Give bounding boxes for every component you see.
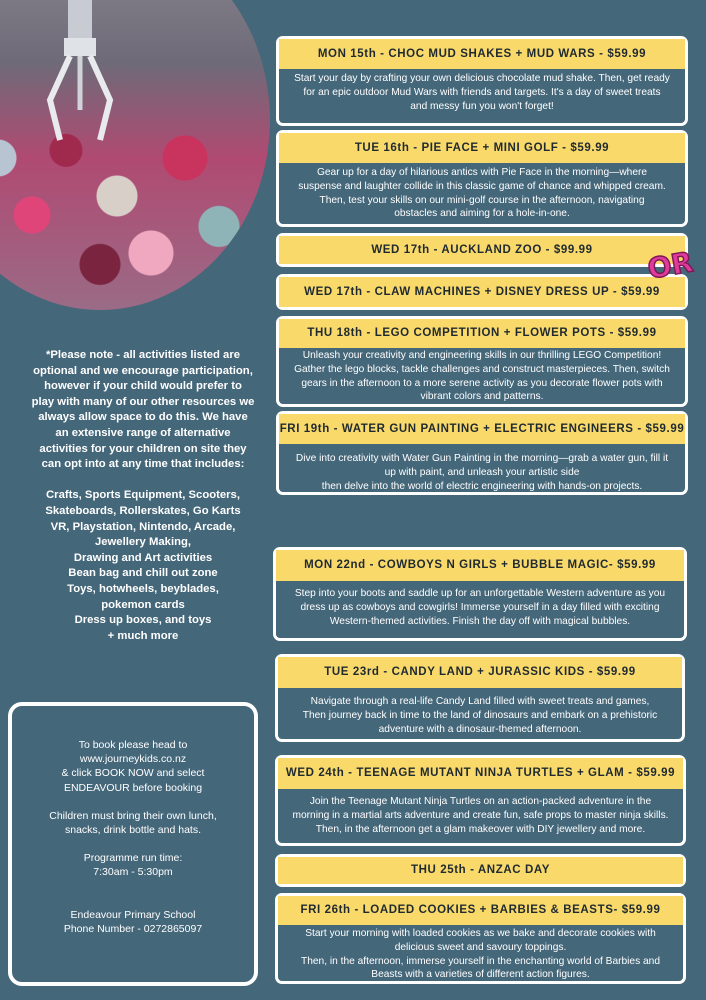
day-title: THU 18th - LEGO COMPETITION + FLOWER POTS - $59.99 <box>279 319 685 348</box>
day-title: MON 15th - CHOC MUD SHAKES + MUD WARS - $59.99 <box>279 39 685 69</box>
day-card <box>276 274 688 310</box>
activity-item: VR, Playstation, Nintendo, Arcade, <box>50 520 236 533</box>
activity-item: Dress up boxes, and toys <box>74 614 212 627</box>
note-line: always allow space to do this. We have <box>38 411 248 424</box>
booking-line: To book please head to <box>78 739 188 751</box>
booking-url[interactable]: www.journeykids.co.nz <box>79 753 187 766</box>
day-card <box>275 893 686 984</box>
note-line: an extensive range of alternative <box>55 426 231 439</box>
day-title: WED 17th - AUCKLAND ZOO - $99.99 <box>279 236 685 264</box>
svg-text:OR: OR <box>645 245 696 286</box>
school-name: Endeavour Primary School <box>70 908 196 921</box>
runtime-value: 7:30am - 5:30pm <box>93 866 173 879</box>
day-description: Unleash your creativity and engineering skills in our thrilling LEGO Competition! Gather the lego blocks, tackle challenges and construct masterpieces. Then, switch gears in the afternoon to a more serene activity as you decorate flower pots with vibrant colors and patterns. <box>294 350 670 403</box>
day-card <box>275 854 686 887</box>
note-line: activities for your children on site they <box>39 442 247 455</box>
activity-item: Skateboards, Rollerskates, Go Karts <box>45 504 241 517</box>
activity-item: Jewellery Making, <box>94 536 192 549</box>
activity-item: Bean bag and chill out zone <box>68 567 218 580</box>
day-description: Start your day by crafting your own delicious chocolate mud shake. Then, get ready for an epic outdoor Mud Wars with friends and targets. It's a day of sweet treats and messy fun you won't forget! <box>294 73 670 112</box>
activity-item: Toys, hotwheels, beyblades, <box>67 582 219 595</box>
note-line: optional and we encourage participation, <box>33 364 253 377</box>
day-card <box>275 654 685 742</box>
booking-line: snacks, drink bottle and hats. <box>65 824 201 837</box>
day-title: MON 22nd - COWBOYS N GIRLS + BUBBLE MAGIC- $59.99 <box>276 550 684 581</box>
note-line: however if your child would prefer to <box>44 380 242 393</box>
day-card <box>276 130 688 227</box>
activity-item: Drawing and Art activities <box>73 551 213 564</box>
booking-line: Children must bring their own lunch, <box>49 809 217 822</box>
day-description: Dive into creativity with Water Gun Painting in the morning—grab a water gun, fill it up with paint, and unleash your artistic side then delve into the world of electric engineering with hands-on projects. <box>295 453 669 492</box>
booking-info-box <box>8 702 258 986</box>
day-title: FRI 19th - WATER GUN PAINTING + ELECTRIC ENGINEERS - $59.99 <box>279 414 685 444</box>
day-title: FRI 26th - LOADED COOKIES + BARBIES & BEASTS- $59.99 <box>278 896 683 925</box>
day-title: TUE 16th - PIE FACE + MINI GOLF - $59.99 <box>279 133 685 163</box>
day-title: WED 17th - CLAW MACHINES + DISNEY DRESS UP - $59.99 <box>279 277 685 307</box>
claw-machine-photo <box>0 0 270 310</box>
day-description: Gear up for a day of hilarious antics with Pie Face in the morning—where suspense and laughter collide in this classic game of chance and whipped cream. Then, test your skills on our mini-golf course in the afternoon, navigating obstacles and aiming for a hole-in-one. <box>298 167 666 220</box>
day-card <box>276 36 688 126</box>
activities-note <box>20 348 266 644</box>
phone-number: Phone Number - 0272865097 <box>63 922 203 935</box>
day-description: Navigate through a real-life Candy Land filled with sweet treats and games, Then journey back in time to the land of dinosaurs and embark on a prehistoric adventure with a dinosaur-themed afternoon. <box>302 696 658 735</box>
day-title: WED 24th - TEENAGE MUTANT NINJA TURTLES + GLAM - $59.99 <box>278 758 683 789</box>
day-description: Step into your boots and saddle up for an unforgettable Western adventure as you dress up as cowboys and cowgirls! Immerse yourself in a day filled with exciting Western-themed activities. Finish the day off with magical bubbles. <box>294 588 666 627</box>
note-line: play with many of our other resources we <box>31 395 255 408</box>
day-title: TUE 23rd - CANDY LAND + JURASSIC KIDS - $59.99 <box>278 657 682 688</box>
day-card <box>273 547 687 641</box>
day-card <box>276 233 688 267</box>
activity-item: + much more <box>107 629 179 642</box>
or-badge <box>645 245 696 286</box>
note-line: can opt into at any time that includes: <box>41 458 245 471</box>
note-line: *Please note - all activities listed are <box>45 349 241 361</box>
claw-icon <box>40 0 120 150</box>
booking-line: & click BOOK NOW and select <box>61 767 205 780</box>
day-card <box>275 755 686 846</box>
runtime-label: Programme run time: <box>83 852 183 865</box>
day-title: THU 25th - ANZAC DAY <box>278 857 683 884</box>
day-description: Join the Teenage Mutant Ninja Turtles on an action-packed adventure in the morning in a martial arts adventure and create fun, safe props to master ninja skills. Then, in the afternoon get a glam makeover with DIY jewellery and more. <box>292 796 669 835</box>
activity-item: Crafts, Sports Equipment, Scooters, <box>46 489 240 502</box>
activity-item: pokemon cards <box>101 598 185 611</box>
day-description: Start your morning with loaded cookies as we bake and decorate cookies with delicious sweet and savoury toppings. Then, in the afternoon, immerse yourself in the enchanting world of Barbies and Beasts with a varieties of different action figures. <box>300 928 661 981</box>
booking-line: ENDEAVOUR before booking <box>63 781 203 794</box>
day-card <box>276 411 688 495</box>
day-card <box>276 316 688 407</box>
